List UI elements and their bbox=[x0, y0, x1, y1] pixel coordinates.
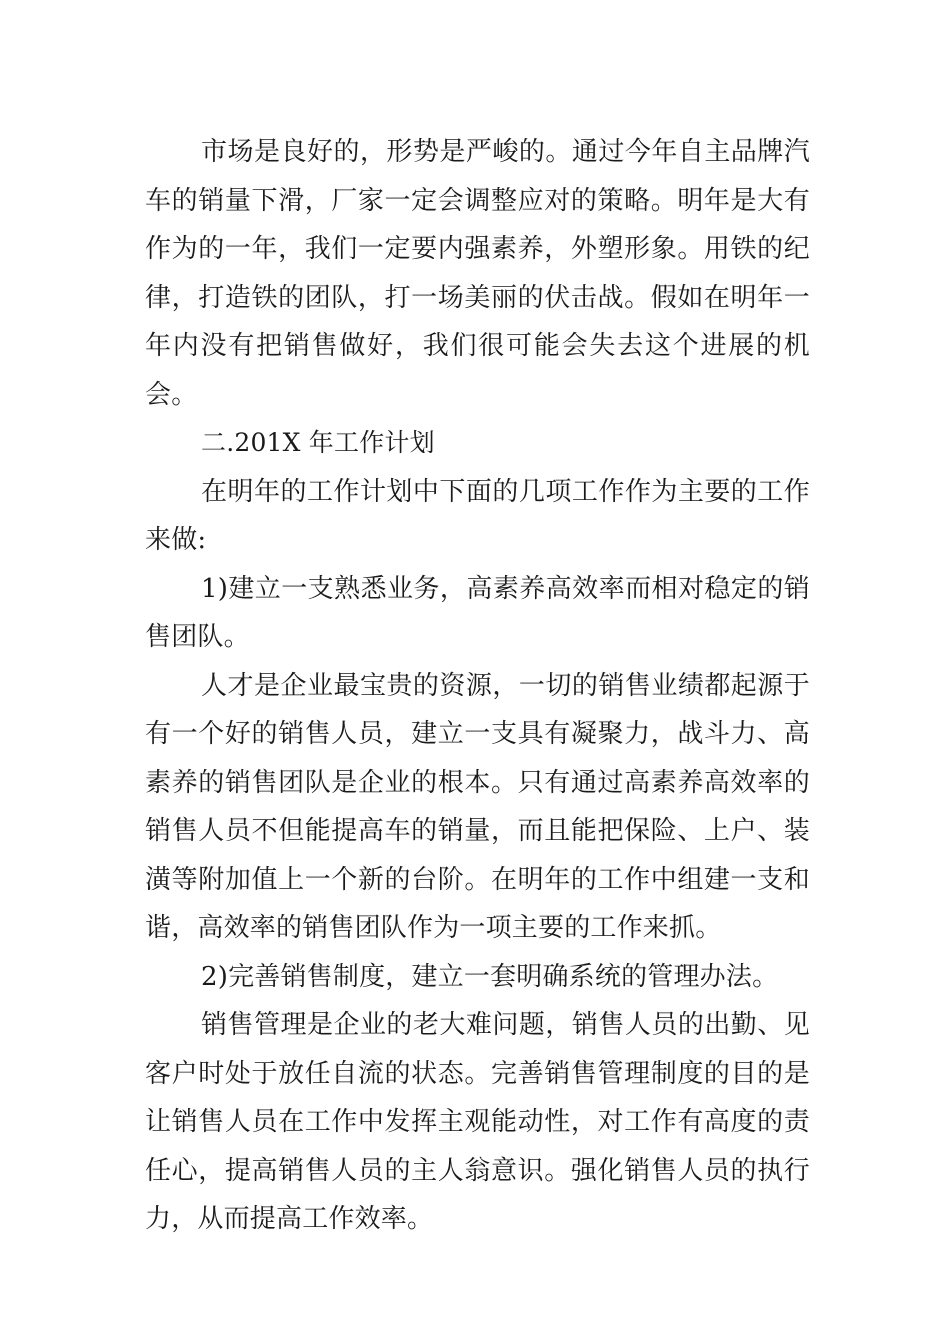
paragraph-plan-intro: 在明年的工作计划中下面的几项工作作为主要的工作来做: bbox=[145, 476, 810, 555]
paragraph-market-situation: 市场是良好的，形势是严峻的。通过今年自主品牌汽车的销量下滑，厂家一定会调整应对的策略。明年是大有作为的一年，我们一定要内强素养，外塑形象。用铁的纪律，打造铁的团队，打一场美丽的伏击战。假如在明年一年内没有把销售做好，我们很可能会失去这个进展的机会。 bbox=[145, 137, 810, 410]
document-body bbox=[145, 128, 810, 1244]
paragraph-talent: 人才是企业最宝贵的资源，一切的销售业绩都起源于有一个好的销售人员，建立一支具有凝聚力，战斗力、高素养的销售团队是企业的根本。只有通过高素养高效率的销售人员不但能提高车的销量，而且能把保险、上户、装潢等附加值上一个新的台阶。在明年的工作中组建一支和谐，高效率的销售团队作为一项主要的工作来抓。 bbox=[145, 670, 810, 943]
section-heading-work-plan: 二.201X 年工作计划 bbox=[201, 428, 435, 457]
paragraph-sales-management: 销售管理是企业的老大难问题，销售人员的出勤、见客户时处于放任自流的状态。完善销售管理制度的目的是让销售人员在工作中发挥主观能动性，对工作有高度的责任心，提高销售人员的主人翁意识。强化销售人员的执行力，从而提高工作效率。 bbox=[145, 1010, 810, 1234]
plan-item-1: 1)建立一支熟悉业务，高素养高效率而相对稳定的销售团队。 bbox=[145, 573, 810, 652]
plan-item-2: 2)完善销售制度，建立一套明确系统的管理办法。 bbox=[201, 961, 779, 992]
